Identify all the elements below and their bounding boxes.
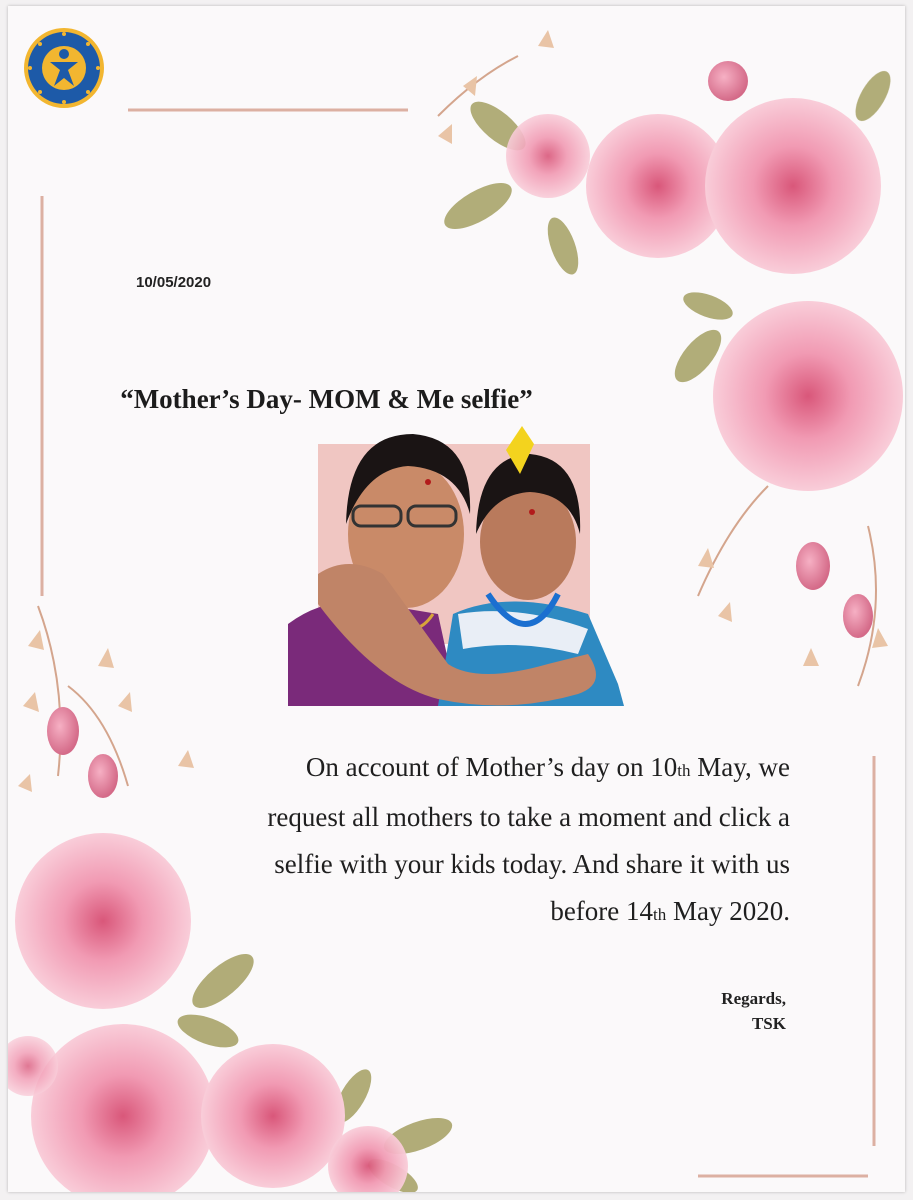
notice-title: “Mother’s Day- MOM & Me selfie” [120, 384, 533, 414]
school-emblem-icon [22, 26, 106, 110]
notice-date: 10/05/2020 [136, 274, 212, 291]
signature-name: TSK [751, 1014, 786, 1033]
buds-left [47, 707, 118, 798]
signature-block [658, 986, 786, 1036]
buds-right [796, 542, 873, 638]
body-line-3: selfie with your kids today. And share it with us [274, 849, 790, 879]
body-line-2: request all mothers to take a moment and click a [267, 802, 790, 832]
closing-text: Regards, [721, 989, 786, 1008]
sprigs-left [38, 606, 128, 786]
body-line-4: before 14th May 2020. [550, 896, 790, 926]
notice-body [128, 744, 790, 938]
notice-page [8, 6, 905, 1192]
mother-daughter-selfie-photo [288, 414, 624, 706]
body-line-1: On account of Mother’s day on 10th May, we [305, 752, 790, 782]
